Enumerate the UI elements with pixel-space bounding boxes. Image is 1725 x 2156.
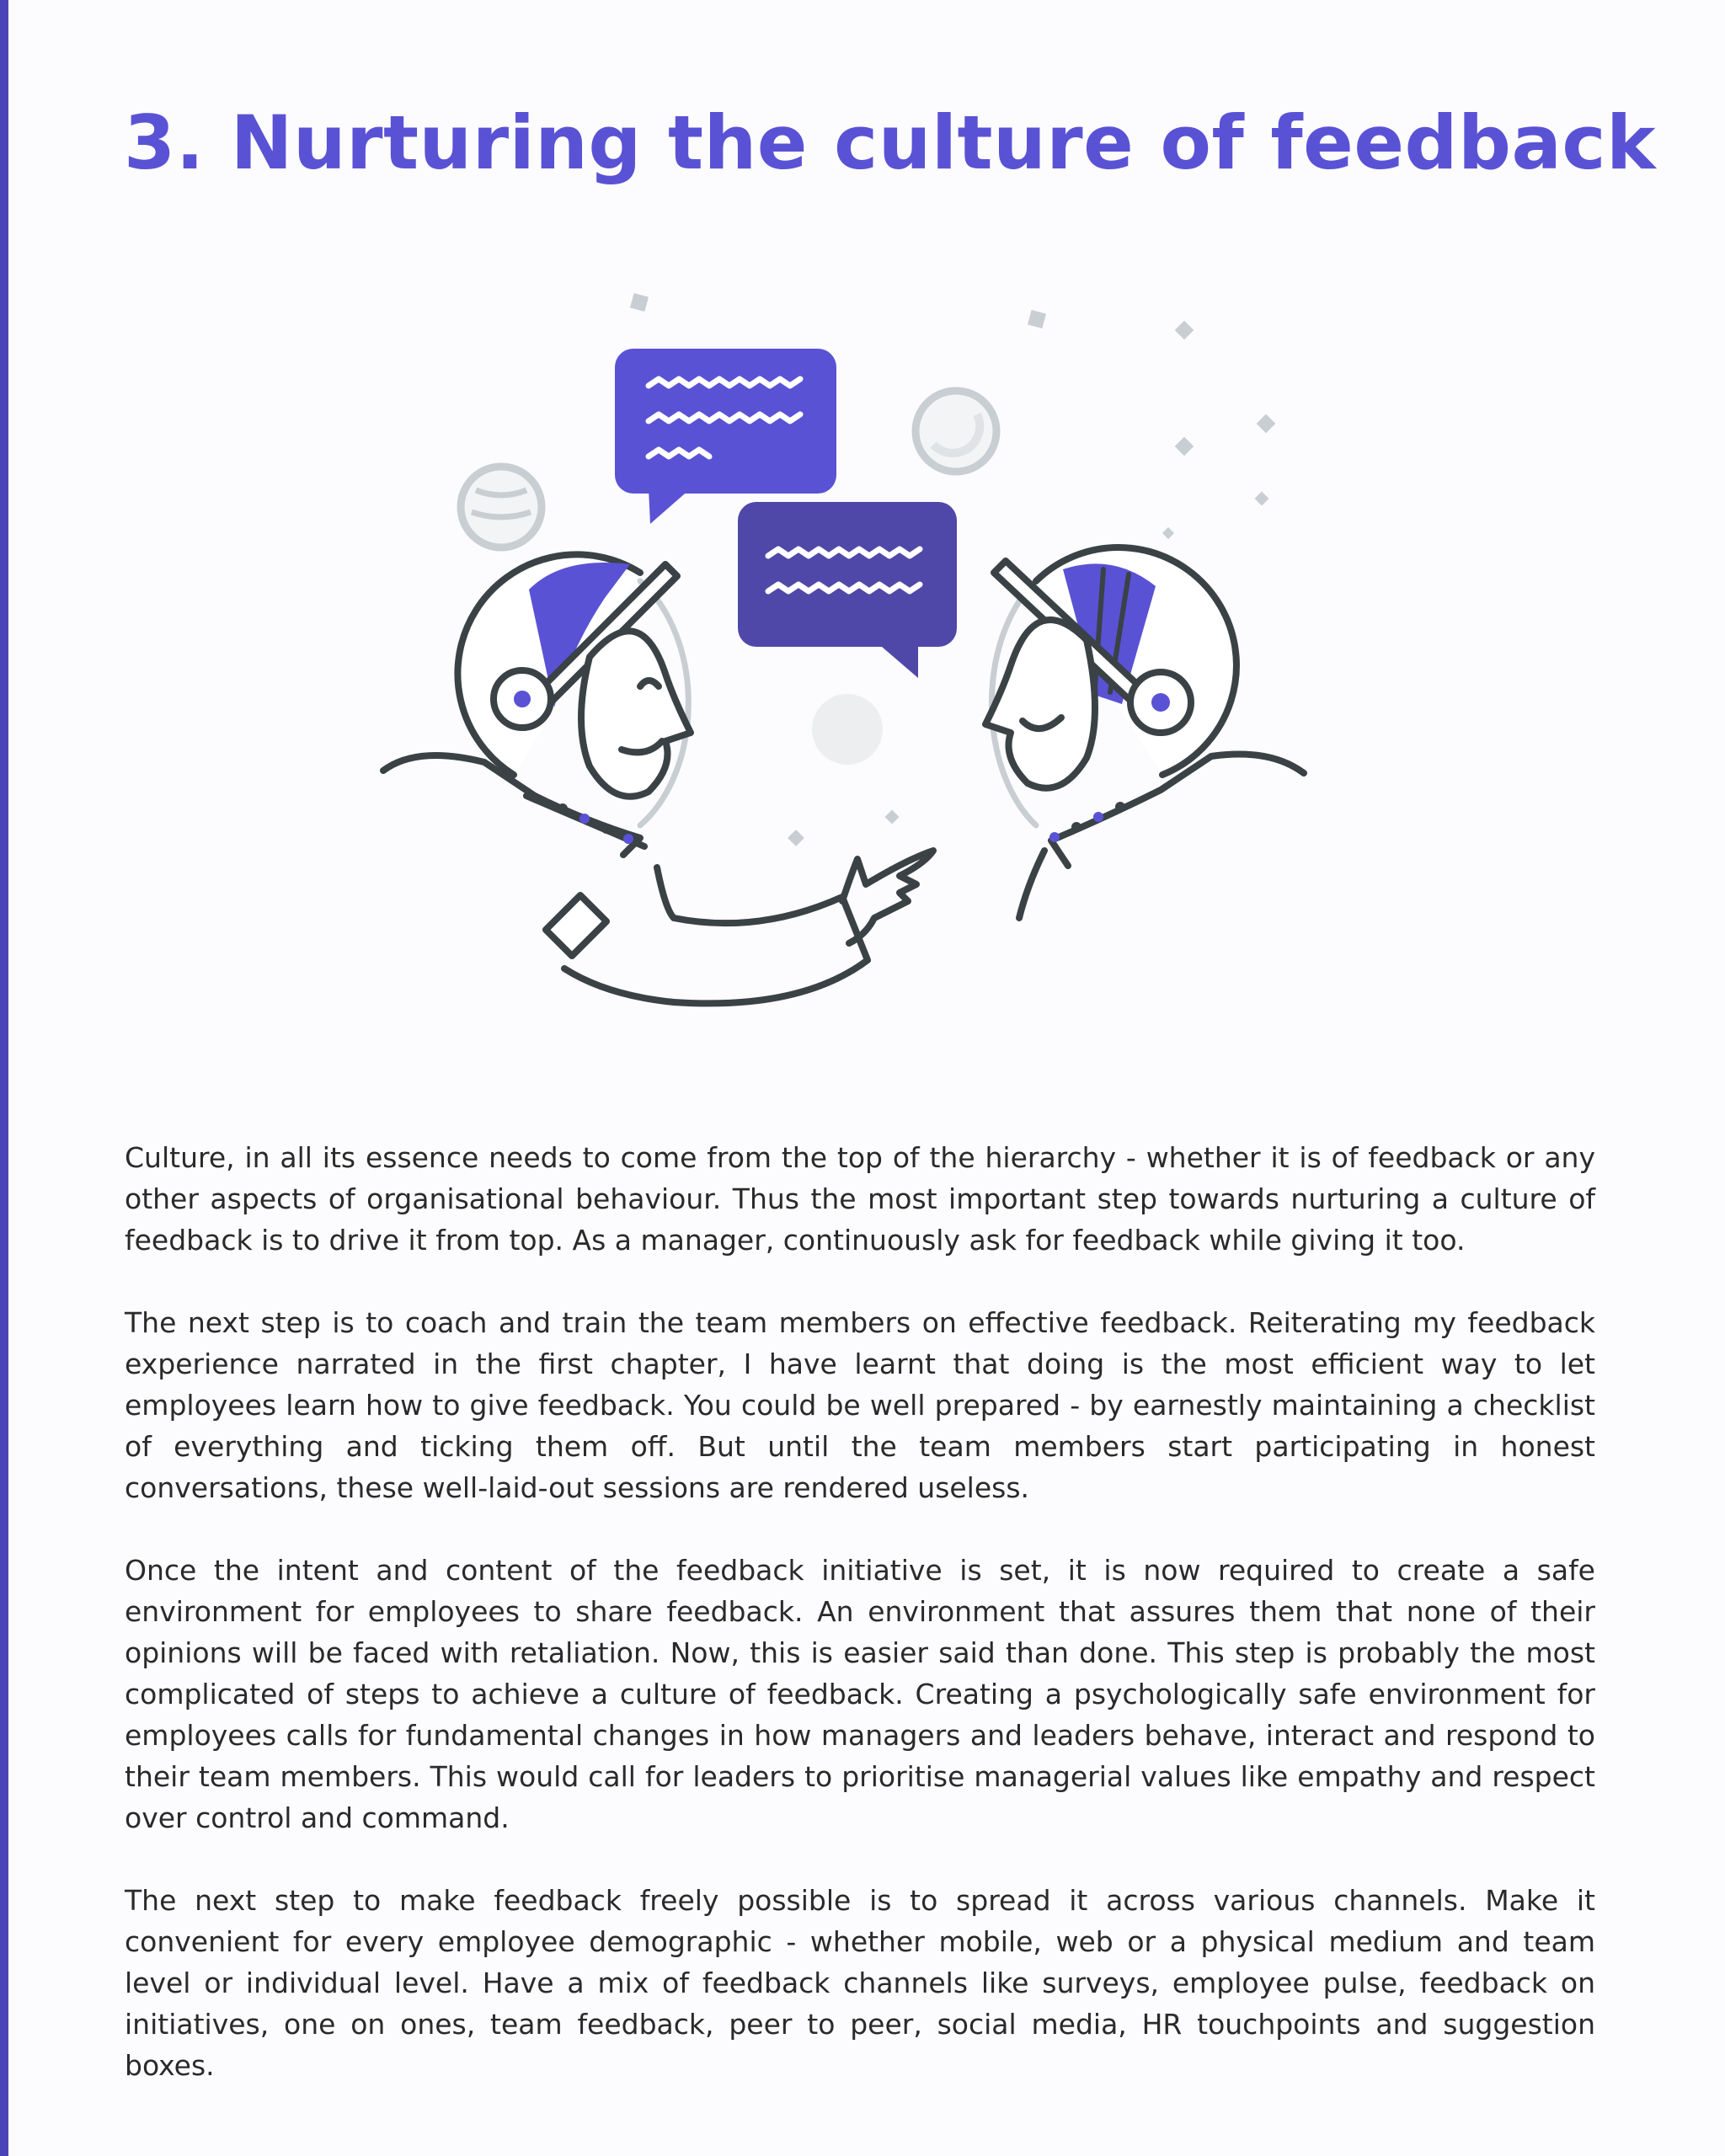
- speech-bubble-icon: [738, 502, 957, 678]
- speech-bubble-icon: [615, 349, 836, 524]
- astronaut-right-icon: [985, 547, 1304, 918]
- paragraph: The next step is to coach and train the team members on effective feedback. Reiterating my feedback experience narrated in the first chapter, I have learnt that doing is the most efficient way to let employees learn how to give feedback. You could be well prepared - by earnestly maintaining a checklist of everything and ticking them off. But until the team members start participating in honest conversations, these well-laid-out sessions are rendered useless.: [125, 1306, 1595, 1504]
- astronauts-illustration: [337, 261, 1398, 1044]
- paragraph: Once the intent and content of the feedback initiative is set, it is now required to create a safe environment for employees to share feedback. An environment that assures them that none of their opinions will be faced with retaliation. Now, this is easier said than done. This step is probably the most complicated of steps to achieve a culture of feedback. Creating a psychologically safe environment for employees calls for fundamental changes in how managers and leaders behave, interact and respond to their team members. This would call for leaders to prioritise managerial values like empathy and respect over control and command.: [125, 1554, 1595, 1834]
- left-accent-bar: [0, 0, 8, 2156]
- page-title: 3. Nurturing the culture of feedback: [124, 99, 1657, 186]
- paragraph: The next step to make feedback freely possible is to spread it across various channels. Make it convenient for every employee demographic - whether mobile, web or a physical medium and team level or individual level. Have a mix of feedback channels like surveys, employee pulse, feedback on initiatives, one on ones, team feedback, peer to peer, social media, HR touchpoints and suggestion boxes.: [125, 1884, 1595, 2082]
- planet-icon: [916, 391, 996, 472]
- planet-icon: [461, 467, 542, 547]
- paragraph: Culture, in all its essence needs to come from the top of the hierarchy - whether it is of feedback or any other aspects of organisational behaviour. Thus the most important step towards nurturing a culture of feedback is to drive it from top. As a manager, continuously ask for feedback while giving it too.: [125, 1141, 1595, 1257]
- planet-icon: [812, 694, 883, 765]
- body-text: [125, 1137, 1595, 2127]
